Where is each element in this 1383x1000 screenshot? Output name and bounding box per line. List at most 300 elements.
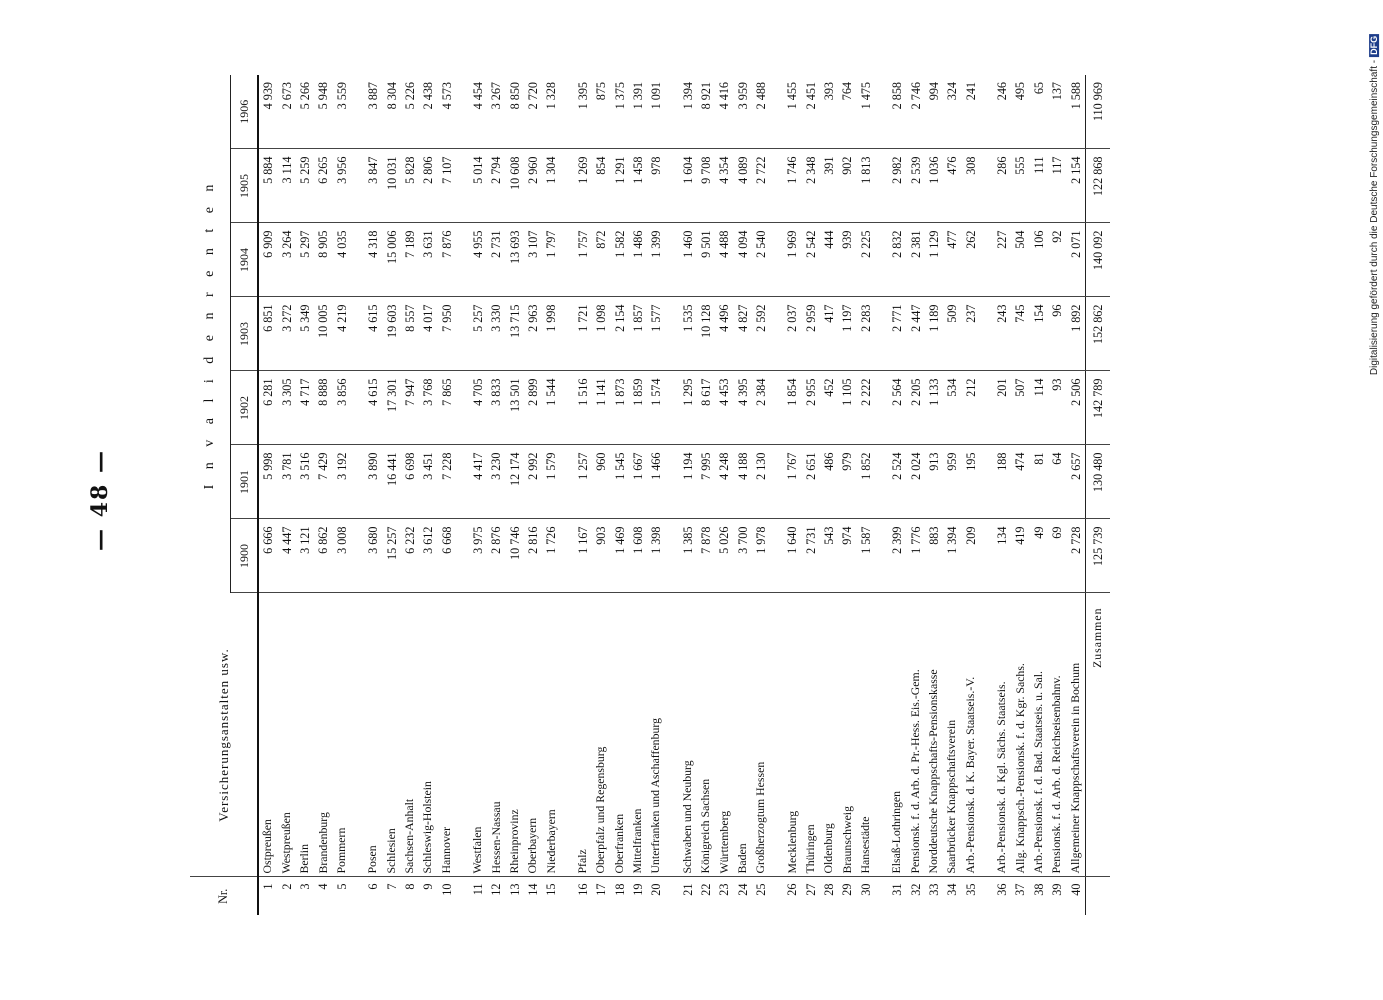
- value-cell: 6 281: [258, 371, 278, 445]
- value-cell: 2 506: [1066, 371, 1085, 445]
- value-cell: 419: [1011, 519, 1029, 593]
- table-row: [487, 75, 505, 915]
- value-cell: 872: [592, 223, 610, 297]
- value-cell: 1 978: [752, 519, 770, 593]
- value-cell: 154: [1030, 297, 1048, 371]
- table-row: [314, 75, 332, 915]
- invalidenrenten-table: [190, 75, 1110, 915]
- table-row: [888, 75, 906, 915]
- value-cell: 5 226: [401, 75, 419, 149]
- value-cell: 3 516: [296, 445, 314, 519]
- value-cell: 9 708: [697, 149, 715, 223]
- value-cell: 1 535: [679, 297, 697, 371]
- value-cell: 2 955: [802, 371, 820, 445]
- group-spacer: [561, 75, 574, 915]
- value-cell: 1 458: [629, 149, 647, 223]
- value-cell: 6 909: [258, 223, 278, 297]
- value-cell: 1 395: [574, 75, 592, 149]
- value-cell: 1 757: [574, 223, 592, 297]
- value-cell: 854: [592, 149, 610, 223]
- value-cell: 262: [962, 223, 980, 297]
- value-cell: 1 854: [783, 371, 801, 445]
- value-cell: 3 975: [469, 519, 487, 593]
- table-row: [802, 75, 820, 915]
- value-cell: 2 024: [907, 445, 925, 519]
- row-number: 4: [316, 883, 331, 890]
- value-cell: 3 959: [734, 75, 752, 149]
- value-cell: 4 496: [715, 297, 733, 371]
- value-cell: 4 615: [364, 297, 382, 371]
- table-row: [1066, 75, 1085, 915]
- value-cell: 15 257: [382, 519, 400, 593]
- value-cell: 8 888: [314, 371, 332, 445]
- value-cell: 8 304: [382, 75, 400, 149]
- table-row: [610, 75, 628, 915]
- value-cell: 543: [820, 519, 838, 593]
- value-cell: 8 921: [697, 75, 715, 149]
- value-cell: 4 089: [734, 149, 752, 223]
- row-number: 2: [279, 883, 294, 890]
- table-row: [907, 75, 925, 915]
- value-cell: 1 291: [610, 149, 628, 223]
- table-row: [857, 75, 875, 915]
- value-cell: 960: [592, 445, 610, 519]
- value-cell: 2 673: [278, 75, 296, 149]
- value-cell: 452: [820, 371, 838, 445]
- value-cell: 2 746: [907, 75, 925, 149]
- value-cell: 10 746: [506, 519, 524, 593]
- row-number: 17: [594, 883, 609, 896]
- page-number-text: — 48 —: [87, 449, 113, 551]
- value-cell: 1 197: [838, 297, 856, 371]
- row-number: 15: [544, 883, 559, 896]
- row-number: 5: [334, 883, 349, 890]
- value-cell: 1 767: [783, 445, 801, 519]
- value-cell: 19 603: [382, 297, 400, 371]
- value-cell: 4 488: [715, 223, 733, 297]
- row-number: 33: [926, 883, 941, 896]
- row-number: 29: [840, 883, 855, 896]
- table-row: [679, 75, 697, 915]
- table-row: [278, 75, 296, 915]
- value-cell: 1 577: [647, 297, 665, 371]
- value-cell: 4 188: [734, 445, 752, 519]
- institution-name: Schleswig-Holstein: [419, 593, 437, 877]
- value-cell: 134: [993, 519, 1011, 593]
- value-cell: 7 429: [314, 445, 332, 519]
- group-spacer: [875, 75, 888, 915]
- value-cell: 4 416: [715, 75, 733, 149]
- value-cell: 5 257: [469, 297, 487, 371]
- institution-name: Arb.-Pensionsk. d. K. Bayer. Staatseis.-V.: [962, 593, 980, 877]
- value-cell: 486: [820, 445, 838, 519]
- value-cell: 2 876: [487, 519, 505, 593]
- total-value-cell: 125 739: [1085, 519, 1110, 593]
- group-spacer: [456, 75, 469, 915]
- total-value-cell: 110 969: [1085, 75, 1110, 149]
- value-cell: 3 781: [278, 445, 296, 519]
- row-number: 16: [575, 883, 590, 896]
- value-cell: 5 884: [258, 149, 278, 223]
- value-cell: 7 950: [438, 297, 456, 371]
- value-cell: 1 587: [857, 519, 875, 593]
- group-header-invalidenrenten: I n v a l i d e n r e n t e n: [190, 75, 231, 593]
- institution-name: Württemberg: [715, 593, 733, 877]
- value-cell: 111: [1030, 149, 1048, 223]
- value-cell: 7 878: [697, 519, 715, 593]
- value-cell: 2 731: [487, 223, 505, 297]
- value-cell: 5 014: [469, 149, 487, 223]
- institution-name: Pfalz: [574, 593, 592, 877]
- value-cell: 4 447: [278, 519, 296, 593]
- row-number: 11: [471, 883, 485, 896]
- institution-name: Allgemeiner Knappschaftsverein in Bochum: [1066, 593, 1085, 877]
- value-cell: 6 265: [314, 149, 332, 223]
- value-cell: 3 680: [364, 519, 382, 593]
- value-cell: 3 114: [278, 149, 296, 223]
- row-number: 25: [754, 883, 768, 896]
- value-cell: 2 657: [1066, 445, 1085, 519]
- value-cell: 10 608: [506, 149, 524, 223]
- value-cell: 1 469: [610, 519, 628, 593]
- value-cell: 2 540: [752, 223, 770, 297]
- value-cell: 64: [1048, 445, 1066, 519]
- institution-name: Braunschweig: [838, 593, 856, 877]
- table-row: [820, 75, 838, 915]
- value-cell: 883: [925, 519, 943, 593]
- value-cell: 2 858: [888, 75, 906, 149]
- institution-name: Elsaß-Lothringen: [888, 593, 906, 877]
- value-cell: 6 232: [401, 519, 419, 593]
- value-cell: 6 698: [401, 445, 419, 519]
- row-number: 13: [507, 883, 522, 896]
- institution-name: Schwaben und Neuburg: [679, 593, 697, 877]
- value-cell: 13 715: [506, 297, 524, 371]
- value-cell: 4 017: [419, 297, 437, 371]
- value-cell: 2 963: [524, 297, 542, 371]
- row-number: 21: [680, 883, 695, 896]
- value-cell: 3 305: [278, 371, 296, 445]
- value-cell: 237: [962, 297, 980, 371]
- value-cell: 2 794: [487, 149, 505, 223]
- value-cell: 4 705: [469, 371, 487, 445]
- institution-name: Oberfranken: [610, 593, 628, 877]
- value-cell: 1 873: [610, 371, 628, 445]
- value-cell: 2 154: [1066, 149, 1085, 223]
- value-cell: 4 717: [296, 371, 314, 445]
- institution-name: Oberbayern: [524, 593, 542, 877]
- value-cell: 495: [1011, 75, 1029, 149]
- value-cell: 93: [1048, 371, 1066, 445]
- value-cell: 444: [820, 223, 838, 297]
- column-header-year: 1905: [231, 149, 259, 223]
- value-cell: 5 948: [314, 75, 332, 149]
- value-cell: 2 720: [524, 75, 542, 149]
- value-cell: 1 726: [542, 519, 560, 593]
- value-cell: 4 035: [333, 223, 351, 297]
- value-cell: 1 640: [783, 519, 801, 593]
- value-cell: 1 998: [542, 297, 560, 371]
- value-cell: 4 615: [364, 371, 382, 445]
- row-number: 9: [421, 883, 436, 890]
- row-number: 6: [366, 883, 381, 890]
- value-cell: 974: [838, 519, 856, 593]
- column-header-year: 1902: [231, 371, 259, 445]
- institution-name: Westpreußen: [278, 593, 296, 877]
- value-cell: 1 269: [574, 149, 592, 223]
- value-cell: 1 813: [857, 149, 875, 223]
- value-cell: 1 667: [629, 445, 647, 519]
- value-cell: 49: [1030, 519, 1048, 593]
- table-row: [469, 75, 487, 915]
- value-cell: 1 385: [679, 519, 697, 593]
- value-cell: 391: [820, 149, 838, 223]
- value-cell: 1 141: [592, 371, 610, 445]
- table-row: [943, 75, 961, 915]
- digitization-credit: [1368, 8, 1382, 400]
- value-cell: 1 460: [679, 223, 697, 297]
- value-cell: 81: [1030, 445, 1048, 519]
- row-number: 7: [384, 883, 399, 890]
- value-cell: 504: [1011, 223, 1029, 297]
- table-row: [715, 75, 733, 915]
- total-value-cell: 122 868: [1085, 149, 1110, 223]
- value-cell: 7 865: [438, 371, 456, 445]
- institution-name: Oldenburg: [820, 593, 838, 877]
- table-row: [401, 75, 419, 915]
- value-cell: 509: [943, 297, 961, 371]
- institution-name: Saarbrücker Knappschaftsverein: [943, 593, 961, 877]
- table-row: [993, 75, 1011, 915]
- institution-name: Hessen-Nassau: [487, 593, 505, 877]
- value-cell: 1 544: [542, 371, 560, 445]
- row-number: 39: [1050, 883, 1065, 896]
- row-number: 20: [649, 883, 664, 896]
- row-number: 36: [995, 883, 1010, 896]
- row-number: 8: [402, 883, 417, 890]
- institution-name: Oberpfalz und Regensburg: [592, 593, 610, 877]
- value-cell: 2 816: [524, 519, 542, 593]
- total-value-cell: 140 092: [1085, 223, 1110, 297]
- value-cell: 979: [838, 445, 856, 519]
- value-cell: 3 264: [278, 223, 296, 297]
- table-row: [438, 75, 456, 915]
- value-cell: 1 608: [629, 519, 647, 593]
- value-cell: 6 862: [314, 519, 332, 593]
- value-cell: 7 995: [697, 445, 715, 519]
- value-cell: 6 851: [258, 297, 278, 371]
- rotated-table-frame: [190, 75, 1110, 915]
- value-cell: 1 579: [542, 445, 560, 519]
- value-cell: 875: [592, 75, 610, 149]
- institution-name: Königreich Sachsen: [697, 593, 715, 877]
- value-cell: 65: [1030, 75, 1048, 149]
- table-row: [962, 75, 980, 915]
- value-cell: 7 228: [438, 445, 456, 519]
- institution-name: Ostpreußen: [258, 593, 278, 877]
- value-cell: 1 466: [647, 445, 665, 519]
- table-row: [647, 75, 665, 915]
- value-cell: 3 267: [487, 75, 505, 149]
- institution-name: Pommern: [333, 593, 351, 877]
- value-cell: 1 776: [907, 519, 925, 593]
- institution-name: Baden: [734, 593, 752, 877]
- value-cell: 5 259: [296, 149, 314, 223]
- value-cell: 939: [838, 223, 856, 297]
- value-cell: 8 617: [697, 371, 715, 445]
- value-cell: 3 121: [296, 519, 314, 593]
- value-cell: 1 859: [629, 371, 647, 445]
- row-number: 1: [261, 883, 276, 890]
- table-row: [296, 75, 314, 915]
- row-number: 38: [1031, 883, 1046, 896]
- value-cell: 745: [1011, 297, 1029, 371]
- value-cell: 8 557: [401, 297, 419, 371]
- row-number: 14: [526, 883, 541, 896]
- value-cell: 114: [1030, 371, 1048, 445]
- value-cell: 4 395: [734, 371, 752, 445]
- value-cell: 3 847: [364, 149, 382, 223]
- value-cell: 2 564: [888, 371, 906, 445]
- value-cell: 2 154: [610, 297, 628, 371]
- group-spacer: [980, 75, 993, 915]
- value-cell: 4 219: [333, 297, 351, 371]
- value-cell: 4 354: [715, 149, 733, 223]
- value-cell: 534: [943, 371, 961, 445]
- row-number: 22: [698, 883, 713, 896]
- group-spacer: [665, 75, 678, 915]
- value-cell: 4 454: [469, 75, 487, 149]
- institution-name: Hannover: [438, 593, 456, 877]
- value-cell: 5 828: [401, 149, 419, 223]
- value-cell: 1 516: [574, 371, 592, 445]
- value-cell: 2 651: [802, 445, 820, 519]
- table-row: [1048, 75, 1066, 915]
- value-cell: 201: [993, 371, 1011, 445]
- table-body: [258, 75, 1110, 915]
- value-cell: 308: [962, 149, 980, 223]
- institution-name: Brandenburg: [314, 593, 332, 877]
- value-cell: 1 969: [783, 223, 801, 297]
- institution-name: Unterfranken und Aschaffenburg: [647, 593, 665, 877]
- value-cell: 96: [1048, 297, 1066, 371]
- value-cell: 92: [1048, 223, 1066, 297]
- value-cell: 2 071: [1066, 223, 1085, 297]
- value-cell: 246: [993, 75, 1011, 149]
- total-label: Zusammen: [1085, 593, 1110, 877]
- credit-text: Digitalisierung gefördert durch die Deutsche Forschungsgemeinschaft -: [1369, 59, 1381, 375]
- table-row: [419, 75, 437, 915]
- value-cell: 764: [838, 75, 856, 149]
- table-row: [629, 75, 647, 915]
- value-cell: 476: [943, 149, 961, 223]
- value-cell: 117: [1048, 149, 1066, 223]
- value-cell: 1 574: [647, 371, 665, 445]
- row-number: 10: [439, 883, 454, 896]
- value-cell: 1 304: [542, 149, 560, 223]
- value-cell: 2 384: [752, 371, 770, 445]
- column-header-year: 1906: [231, 75, 259, 149]
- value-cell: 1 098: [592, 297, 610, 371]
- institution-name: Großherzogtum Hessen: [752, 593, 770, 877]
- value-cell: 2 959: [802, 297, 820, 371]
- value-cell: 474: [1011, 445, 1029, 519]
- table-row: [1011, 75, 1029, 915]
- value-cell: 212: [962, 371, 980, 445]
- value-cell: 106: [1030, 223, 1048, 297]
- row-number: 27: [803, 883, 818, 896]
- table-row: [333, 75, 351, 915]
- institution-name: Mecklenburg: [783, 593, 801, 877]
- value-cell: 2 982: [888, 149, 906, 223]
- column-header-year: 1901: [231, 445, 259, 519]
- value-cell: 241: [962, 75, 980, 149]
- value-cell: 10 005: [314, 297, 332, 371]
- value-cell: 913: [925, 445, 943, 519]
- table-row: [783, 75, 801, 915]
- value-cell: 16 441: [382, 445, 400, 519]
- value-cell: 417: [820, 297, 838, 371]
- value-cell: 2 283: [857, 297, 875, 371]
- row-number: 3: [298, 883, 313, 890]
- value-cell: 1 455: [783, 75, 801, 149]
- value-cell: 2 488: [752, 75, 770, 149]
- row-number: 32: [908, 883, 923, 896]
- value-cell: 2 542: [802, 223, 820, 297]
- credit-line: [1370, 33, 1381, 374]
- value-cell: 137: [1048, 75, 1066, 149]
- value-cell: 2 960: [524, 149, 542, 223]
- value-cell: 1 545: [610, 445, 628, 519]
- value-cell: 1 398: [647, 519, 665, 593]
- row-number: 23: [717, 883, 732, 896]
- value-cell: 3 107: [524, 223, 542, 297]
- value-cell: 2 592: [752, 297, 770, 371]
- value-cell: 6 666: [258, 519, 278, 593]
- value-cell: 994: [925, 75, 943, 149]
- value-cell: 4 417: [469, 445, 487, 519]
- table-header: [190, 75, 258, 915]
- row-number: 35: [963, 883, 978, 896]
- value-cell: 7 947: [401, 371, 419, 445]
- table-row: [542, 75, 560, 915]
- value-cell: 2 399: [888, 519, 906, 593]
- value-cell: 1 399: [647, 223, 665, 297]
- value-cell: 227: [993, 223, 1011, 297]
- value-cell: 1 746: [783, 149, 801, 223]
- total-row: [1085, 75, 1110, 915]
- value-cell: 2 728: [1066, 519, 1085, 593]
- value-cell: 3 856: [333, 371, 351, 445]
- value-cell: 3 008: [333, 519, 351, 593]
- value-cell: 1 475: [857, 75, 875, 149]
- value-cell: 1 852: [857, 445, 875, 519]
- value-cell: 1 167: [574, 519, 592, 593]
- institution-name: Pensionsk. f. d. Arb. d. Pr.-Hess. Eis.-Gem.: [907, 593, 925, 877]
- value-cell: 1 129: [925, 223, 943, 297]
- value-cell: 2 731: [802, 519, 820, 593]
- institution-name: Niederbayern: [542, 593, 560, 877]
- value-cell: 1 582: [610, 223, 628, 297]
- row-number: 30: [858, 883, 873, 896]
- value-cell: 3 230: [487, 445, 505, 519]
- value-cell: 2 722: [752, 149, 770, 223]
- value-cell: 2 899: [524, 371, 542, 445]
- table-row: [506, 75, 524, 915]
- row-number: 40: [1068, 883, 1083, 896]
- row-number: 31: [890, 883, 905, 896]
- value-cell: 3 890: [364, 445, 382, 519]
